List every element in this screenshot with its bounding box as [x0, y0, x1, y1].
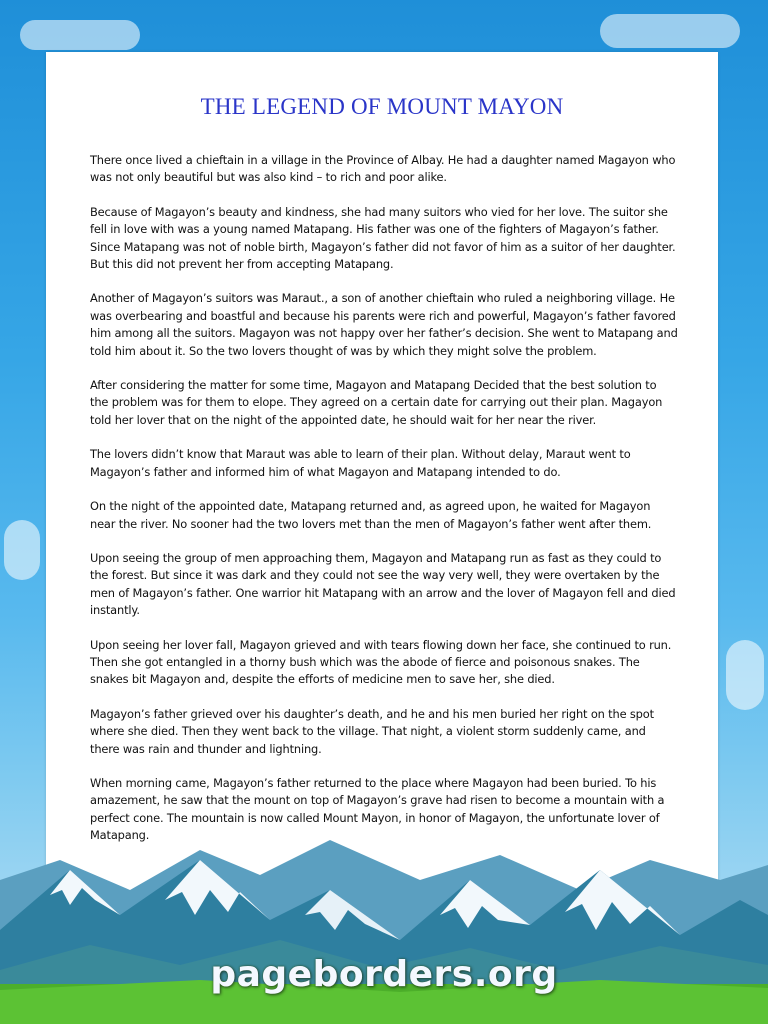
- paragraph: There once lived a chieftain in a village in the Province of Albay. He had a daughter named Magayon who was not only beautiful but was also kind – to rich and poor alike.: [90, 153, 676, 185]
- paragraph: When morning came, Magayon’s father returned to the place where Magayon had been buried. To his amazement, he saw that the mount on top of Magayon’s grave had risen to become a mountain with a perfect cone. The mountain is now called Mount Mayon, in honor of Magayon, the unfortunate lover of Matapang.: [90, 775, 665, 843]
- paragraph: The lovers didn’t know that Maraut was able to learn of their plan. Without delay, Maraut went to Magayon’s father and informed him of what Magayon and Matapang intended to do.: [90, 447, 631, 479]
- cloud: [20, 20, 140, 50]
- paragraph: Magayon’s father grieved over his daughter’s death, and he and his men buried her right on the spot where she died. Then they went back to the village. That night, a violent storm suddenly came, and there was rain and thunder and lightning.: [90, 706, 654, 756]
- watermark-logo: pageborders.org: [210, 954, 558, 995]
- paragraph: Because of Magayon’s beauty and kindness, she had many suitors who vied for her love. The suitor she fell in love with was a young named Matapang. His father was one of the fighters of Magayon’s father. Since Matapang was not of noble birth, Magayon’s father did not favor of him as a suitor of her daughter. But this did not prevent her from accepting Matapang.: [90, 204, 676, 272]
- paragraph: Upon seeing her lover fall, Magayon grieved and with tears flowing down her face, she continued to run. Then she got entangled in a thorny bush which was the abode of fierce and poisonous snakes. The snakes bit Magayon and, despite the efforts of medicine men to save her, she died.: [90, 637, 672, 687]
- story-title: THE LEGEND OF MOUNT MAYON: [200, 94, 564, 119]
- paragraph: On the night of the appointed date, Matapang returned and, as agreed upon, he waited for Magayon near the river. No sooner had the two lovers met than the men of Magayon’s father went after them.: [90, 499, 652, 531]
- paragraph: Another of Magayon’s suitors was Maraut., a son of another chieftain who ruled a neighboring village. He was overbearing and boastful and because his parents were rich and powerful, Magayon’s father favored him among all the suitors. Magayon was not happy over her father’s decision. She went to Matapang and told him about it. So the two lovers thought of was by which they might solve the problem.: [90, 291, 678, 358]
- paragraph: After considering the matter for some time, Magayon and Matapang Decided that the best solution to the problem was for them to elope. They agreed on a certain date for carrying out their plan. Magayon told her lover that on the night of the appointed date, he should wait for her near the river.: [90, 378, 663, 427]
- cloud: [4, 520, 40, 580]
- paragraph: Upon seeing the group of men approaching them, Magayon and Matapang run as fast as they could to the forest. But since it was dark and they could not see the way very well, they were overtaken by the men of Magayon’s father. One warrior hit Matapang with an arrow and the lover of Magayon fell and died instantly.: [90, 550, 676, 618]
- cloud: [600, 14, 740, 48]
- story-body: [90, 152, 678, 862]
- story-page: [46, 52, 718, 932]
- cloud: [726, 640, 764, 710]
